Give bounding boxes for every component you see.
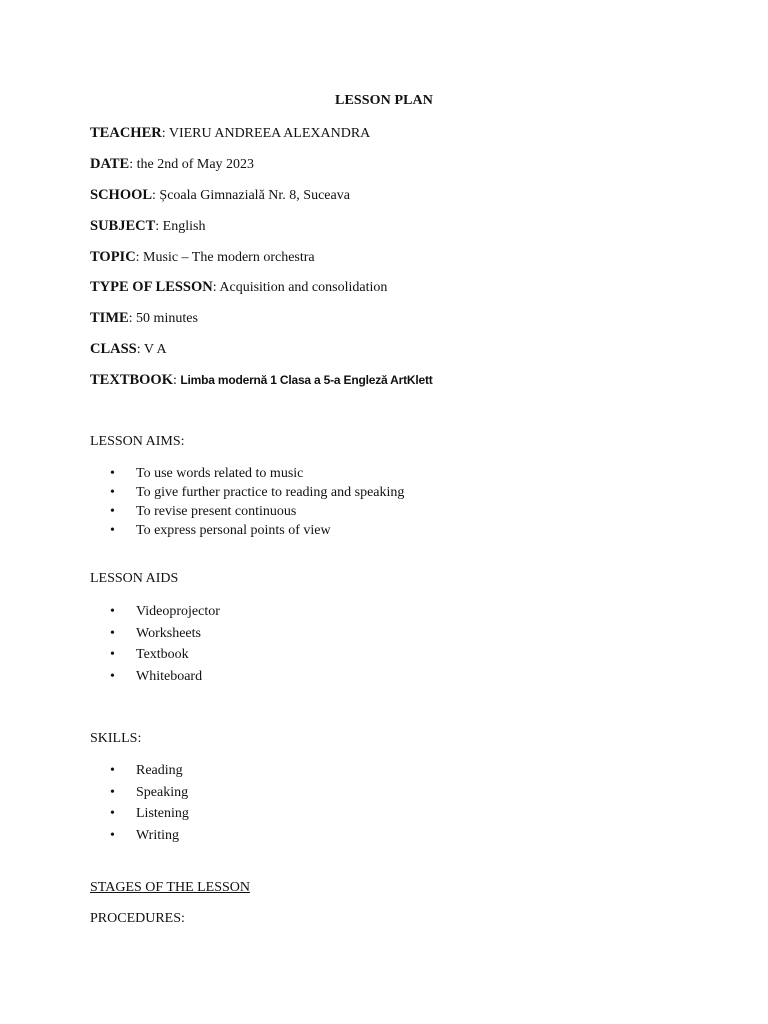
type-of-lesson-label: TYPE OF LESSON [90,279,213,295]
stages-heading: STAGES OF THE LESSON [90,880,251,895]
lesson-aids-list [110,601,220,688]
lesson-aids-heading: LESSON AIDS [90,571,179,586]
lesson-aims-heading: LESSON AIMS: [90,434,185,449]
lesson-aims-list [110,464,404,540]
class-field [90,339,167,360]
list-item: • To express personal points of view [110,521,404,540]
school-field [90,185,350,206]
class-label: CLASS [90,341,137,357]
school-label: SCHOOL [90,187,153,203]
list-item: • Textbook [110,644,220,666]
skills-list [110,760,189,847]
subject-field [90,216,205,237]
procedures-heading: PROCEDURES: [90,911,185,926]
school-value: : Școala Gimnazială Nr. 8, Suceava [152,188,350,203]
type-of-lesson-value: : Acquisition and consolidation [212,280,388,295]
textbook-colon: : [173,373,177,388]
list-item: • Reading [110,760,189,782]
list-item: • Listening [110,803,189,825]
class-value: : V A [136,342,167,357]
list-item: • Writing [110,825,189,847]
topic-field [90,247,315,268]
date-value: : the 2nd of May 2023 [129,157,255,172]
time-value: : 50 minutes [128,311,198,326]
list-item: • Whiteboard [110,666,220,688]
time-field [90,308,198,329]
document-title: LESSON PLAN [335,93,433,108]
subject-value: : English [155,219,206,234]
skills-heading: SKILLS: [90,731,142,746]
list-item: • To give further practice to reading and speaking [110,483,404,502]
time-label: TIME [90,310,129,326]
date-field [90,154,254,175]
list-item: • To use words related to music [110,464,404,483]
topic-label: TOPIC [90,249,136,265]
textbook-field [90,370,433,391]
textbook-label: TEXTBOOK [90,372,173,388]
topic-value: : Music – The modern orchestra [135,250,315,265]
list-item: • Speaking [110,782,189,804]
date-label: DATE [90,156,130,172]
teacher-field [90,123,370,144]
list-item: • Worksheets [110,623,220,645]
subject-label: SUBJECT [90,218,156,234]
textbook-value: Limba modernă 1 Clasa a 5-a Engleză ArtKlett [180,373,433,387]
list-item: • To revise present continuous [110,502,404,521]
teacher-value: : VIERU ANDREEA ALEXANDRA [161,126,371,141]
type-of-lesson-field [90,277,387,298]
teacher-label: TEACHER [90,125,162,141]
list-item: • Videoprojector [110,601,220,623]
